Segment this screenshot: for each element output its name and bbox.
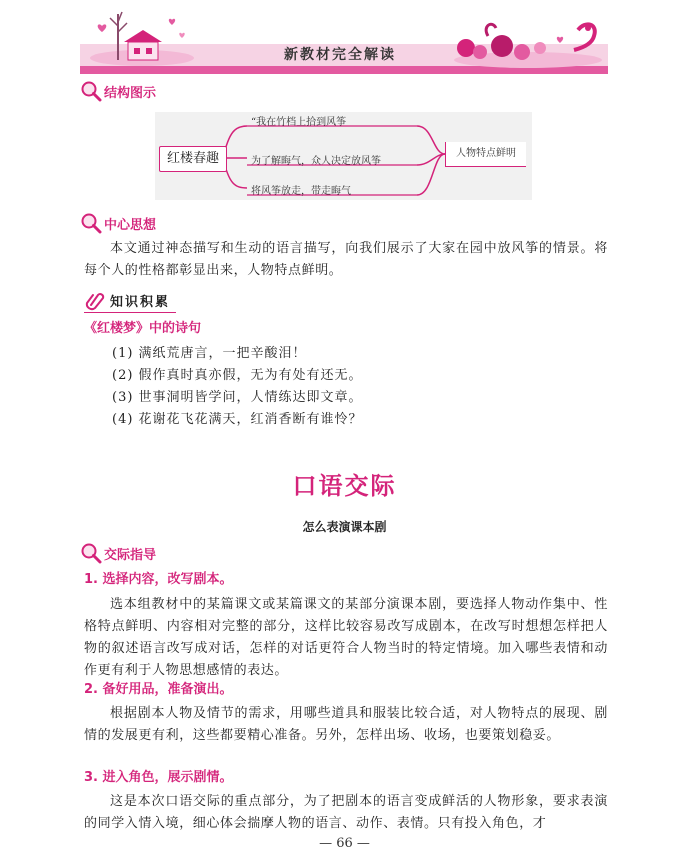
step-title: 2. 备好用品，准备演出。 [84, 682, 233, 697]
poem-line: (4) 花谢花飞花满天，红消香断有谁怜？ [112, 412, 363, 427]
magnifier-icon [80, 80, 102, 102]
diagram-branch-3: 将风筝放走，带走晦气 [251, 186, 351, 197]
guide-heading: 交际指导 [80, 542, 156, 564]
header-title: 新教材完全解读 [284, 47, 396, 63]
poem-line: (3) 世事洞明皆学问，人情练达即文章。 [112, 390, 363, 405]
structure-heading: 结构图示 [80, 80, 156, 102]
poem-line: (1) 满纸荒唐言，一把辛酸泪！ [112, 346, 307, 361]
poem-subtitle: 《红楼梦》中的诗句 [84, 321, 202, 336]
diagram-center-node: 红楼春趣 [159, 146, 227, 172]
oral-title: 口语交际 [292, 471, 397, 500]
page-header [0, 0, 689, 78]
step-text: 根据剧本人物及情节的需求，用哪些道具和服装比较合适，对人物特点的展现、剧情的发展更有利，这些都要精心准备。另外，怎样出场、收场，也要策划稳妥。 [84, 706, 608, 743]
magnifier-icon [80, 212, 102, 234]
house-tree-decoration-icon [82, 2, 202, 66]
oral-subtitle: 怎么表演课本剧 [302, 520, 387, 534]
step-title: 1. 选择内容，改写剧本。 [84, 572, 233, 587]
page-number: — 66 — [319, 836, 370, 851]
step-text: 选本组教材中的某篇课文或某篇课文的某部分演课本剧，要选择人物动作集中、性格特点鲜明、内容相对完整的部分，这样比较容易改写成剧本，在改写时想想怎样把人物的叙述语言改写成对话，怎样的对话更符合人物当时的特定情境。加入哪些表情和动作更有利于人物思想感情的表达。 [84, 597, 608, 678]
diagram-summary-node: 人物特点鲜明 [445, 142, 526, 167]
diagram-branch-2: 为了解晦气，众人决定放风筝 [251, 156, 381, 167]
poem-line: (2) 假作真时真亦假，无为有处有还无。 [112, 368, 363, 383]
central-idea-heading: 中心思想 [80, 212, 156, 234]
knowledge-heading: 知识积累 [84, 288, 176, 313]
step-text: 这是本次口语交际的重点部分，为了把剧本的语言变成鲜活的人物形象，要求表演的同学入情入境，细心体会揣摩人物的语言、动作、表情。只有投入角色，才 [84, 794, 608, 831]
central-idea-text: 本文通过神态描写和生动的语言描写，向我们展示了大家在园中放风筝的情景。将每个人的性格都彰显出来，人物特点鲜明。 [84, 241, 608, 278]
step-title: 3. 进入角色，展示剧情。 [84, 770, 233, 785]
flower-bird-decoration-icon [448, 8, 608, 68]
structure-diagram [155, 112, 532, 200]
magnifier-icon [80, 542, 102, 564]
diagram-branch-1: “我在竹档上拾到风筝 [251, 117, 347, 128]
paperclip-icon [84, 289, 106, 311]
